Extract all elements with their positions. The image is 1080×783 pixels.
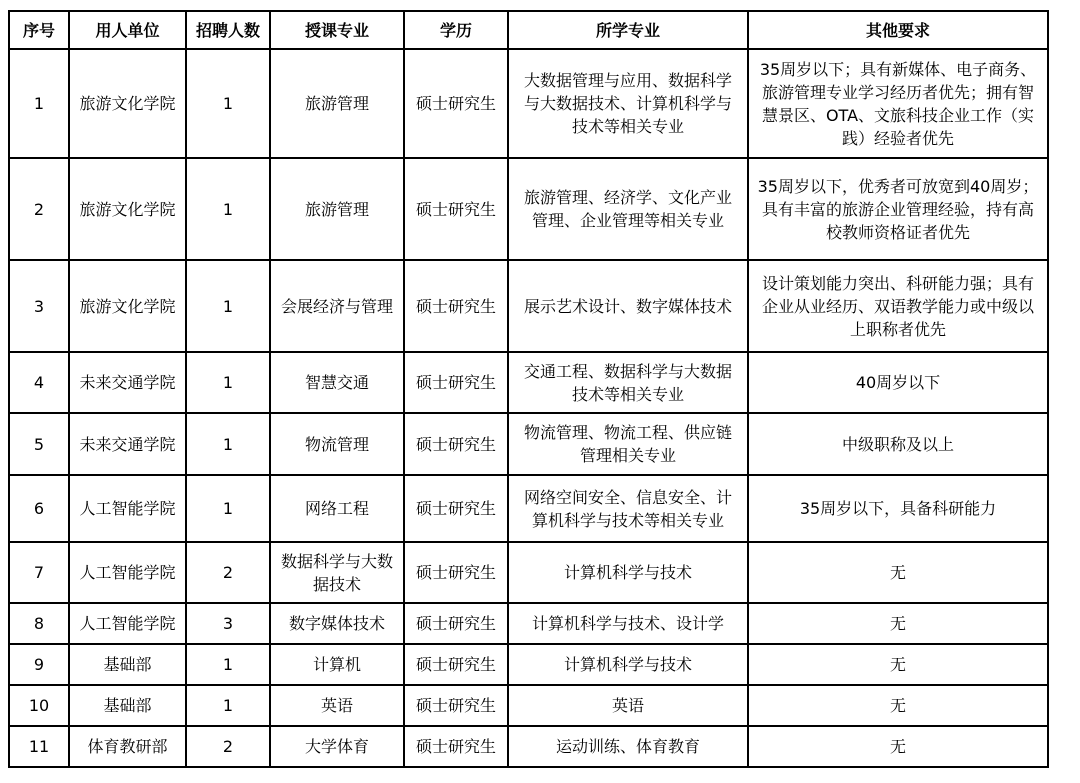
header-education: 学历	[404, 11, 508, 49]
cell-unit: 未来交通学院	[69, 352, 186, 413]
cell-unit: 未来交通学院	[69, 413, 186, 475]
header-teach-major: 授课专业	[270, 11, 404, 49]
cell-study-major: 物流管理、物流工程、供应链管理相关专业	[508, 413, 748, 475]
table-row	[9, 260, 1048, 352]
cell-education: 硕士研究生	[404, 726, 508, 767]
cell-seq: 9	[9, 644, 69, 685]
cell-study-major: 计算机科学与技术	[508, 644, 748, 685]
cell-count: 2	[186, 542, 270, 603]
cell-education: 硕士研究生	[404, 352, 508, 413]
cell-unit: 人工智能学院	[69, 603, 186, 644]
cell-teach-major: 英语	[270, 685, 404, 726]
cell-study-major: 交通工程、数据科学与大数据技术等相关专业	[508, 352, 748, 413]
cell-study-major: 英语	[508, 685, 748, 726]
table-row	[9, 685, 1048, 726]
cell-count: 1	[186, 49, 270, 158]
cell-study-major: 计算机科学与技术、设计学	[508, 603, 748, 644]
cell-study-major: 大数据管理与应用、数据科学与大数据技术、计算机科学与技术等相关专业	[508, 49, 748, 158]
cell-teach-major: 计算机	[270, 644, 404, 685]
cell-other: 无	[748, 644, 1048, 685]
cell-count: 2	[186, 726, 270, 767]
cell-seq: 1	[9, 49, 69, 158]
table-row	[9, 352, 1048, 413]
cell-count: 1	[186, 352, 270, 413]
cell-study-major: 运动训练、体育教育	[508, 726, 748, 767]
header-seq: 序号	[9, 11, 69, 49]
cell-seq: 6	[9, 475, 69, 542]
cell-seq: 4	[9, 352, 69, 413]
cell-study-major: 网络空间安全、信息安全、计算机科学与技术等相关专业	[508, 475, 748, 542]
table-row	[9, 475, 1048, 542]
cell-unit: 旅游文化学院	[69, 260, 186, 352]
cell-other: 无	[748, 542, 1048, 603]
table-row	[9, 603, 1048, 644]
cell-study-major: 计算机科学与技术	[508, 542, 748, 603]
cell-teach-major: 数字媒体技术	[270, 603, 404, 644]
cell-unit: 基础部	[69, 644, 186, 685]
cell-teach-major: 数据科学与大数据技术	[270, 542, 404, 603]
cell-education: 硕士研究生	[404, 413, 508, 475]
cell-seq: 11	[9, 726, 69, 767]
table-row	[9, 413, 1048, 475]
cell-count: 1	[186, 475, 270, 542]
cell-education: 硕士研究生	[404, 260, 508, 352]
cell-education: 硕士研究生	[404, 475, 508, 542]
cell-seq: 2	[9, 158, 69, 260]
cell-count: 1	[186, 158, 270, 260]
cell-study-major: 展示艺术设计、数字媒体技术	[508, 260, 748, 352]
cell-count: 1	[186, 260, 270, 352]
cell-unit: 人工智能学院	[69, 475, 186, 542]
cell-teach-major: 网络工程	[270, 475, 404, 542]
cell-other: 无	[748, 603, 1048, 644]
cell-other: 35周岁以下，具备科研能力	[748, 475, 1048, 542]
cell-count: 1	[186, 413, 270, 475]
table-row	[9, 644, 1048, 685]
cell-count: 1	[186, 685, 270, 726]
cell-unit: 基础部	[69, 685, 186, 726]
cell-teach-major: 旅游管理	[270, 158, 404, 260]
header-unit: 用人单位	[69, 11, 186, 49]
cell-other: 设计策划能力突出、科研能力强；具有企业从业经历、双语教学能力或中级以上职称者优先	[748, 260, 1048, 352]
cell-other: 无	[748, 726, 1048, 767]
recruitment-table-container	[8, 10, 1049, 768]
table-row	[9, 542, 1048, 603]
table-row	[9, 49, 1048, 158]
cell-teach-major: 智慧交通	[270, 352, 404, 413]
cell-other: 35周岁以下；具有新媒体、电子商务、旅游管理专业学习经历者优先；拥有智慧景区、OTA、文旅科技企业工作（实践）经验者优先	[748, 49, 1048, 158]
header-row	[9, 11, 1048, 49]
cell-unit: 体育教研部	[69, 726, 186, 767]
cell-seq: 7	[9, 542, 69, 603]
cell-seq: 3	[9, 260, 69, 352]
recruitment-table	[8, 10, 1049, 768]
header-count: 招聘人数	[186, 11, 270, 49]
cell-other: 35周岁以下，优秀者可放宽到40周岁；具有丰富的旅游企业管理经验，持有高校教师资格证者优先	[748, 158, 1048, 260]
cell-unit: 旅游文化学院	[69, 49, 186, 158]
cell-teach-major: 会展经济与管理	[270, 260, 404, 352]
header-study-major: 所学专业	[508, 11, 748, 49]
cell-education: 硕士研究生	[404, 644, 508, 685]
cell-education: 硕士研究生	[404, 542, 508, 603]
cell-other: 无	[748, 685, 1048, 726]
table-row	[9, 158, 1048, 260]
cell-other: 中级职称及以上	[748, 413, 1048, 475]
cell-study-major: 旅游管理、经济学、文化产业管理、企业管理等相关专业	[508, 158, 748, 260]
cell-education: 硕士研究生	[404, 685, 508, 726]
cell-teach-major: 旅游管理	[270, 49, 404, 158]
header-other: 其他要求	[748, 11, 1048, 49]
cell-teach-major: 物流管理	[270, 413, 404, 475]
table-row	[9, 726, 1048, 767]
cell-unit: 旅游文化学院	[69, 158, 186, 260]
cell-seq: 8	[9, 603, 69, 644]
cell-unit: 人工智能学院	[69, 542, 186, 603]
cell-seq: 10	[9, 685, 69, 726]
cell-education: 硕士研究生	[404, 603, 508, 644]
cell-education: 硕士研究生	[404, 158, 508, 260]
cell-count: 1	[186, 644, 270, 685]
cell-other: 40周岁以下	[748, 352, 1048, 413]
cell-teach-major: 大学体育	[270, 726, 404, 767]
cell-education: 硕士研究生	[404, 49, 508, 158]
cell-seq: 5	[9, 413, 69, 475]
cell-count: 3	[186, 603, 270, 644]
